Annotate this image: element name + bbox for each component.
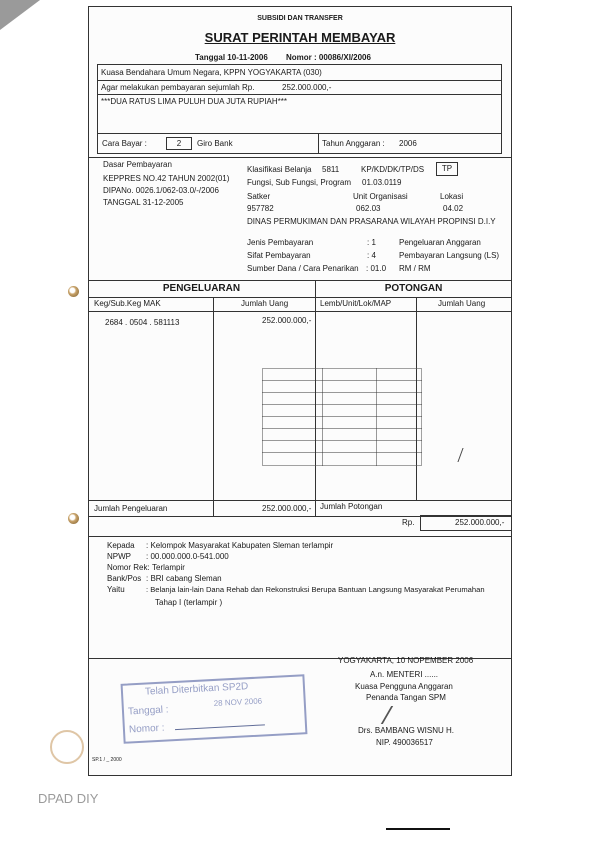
sumber-value: : 01.0: [366, 264, 387, 273]
jumlah-potongan-label: Jumlah Potongan: [320, 502, 383, 511]
dpad-logo-icon: [50, 730, 84, 764]
footer-code: SP.1 / _ 2000: [92, 757, 122, 763]
col-lemb: Lemb/Unit/Lok/MAP: [320, 299, 392, 308]
lokasi-label: Lokasi: [440, 192, 464, 201]
dasar-line-2: DIPANo. 0026.1/062-03.0/-/2006: [103, 186, 219, 195]
fungsi-value: 01.03.0119: [362, 178, 402, 187]
cara-bayar-row: [97, 134, 502, 154]
jumlah-pengeluaran-label: Jumlah Pengeluaran: [94, 504, 168, 513]
jenis-value: : 1: [367, 238, 376, 247]
kepada-value-4: : Belanja lain-lain Dana Rehab dan Rekonstruksi Berupa Bantuan Langsung Masyarakat Perumahan: [146, 585, 485, 594]
kepada-label-2: Nomor Rek:: [107, 563, 150, 572]
terbilang: ***DUA RATUS LIMA PULUH DUA JUTA RUPIAH***: [101, 97, 287, 106]
stamp-line-1: Telah Diterbitkan SP2D: [144, 681, 249, 698]
satker-label: Satker: [247, 192, 271, 201]
kepada-value-3: : BRI cabang Sleman: [146, 574, 222, 583]
col-jumlah-2: Jumlah Uang: [438, 299, 486, 308]
nomor: Nomor : 00086/XI/2006: [286, 53, 371, 62]
tahun-anggaran-value: 2006: [399, 139, 417, 148]
folded-corner: [0, 0, 40, 30]
row-amount: 252.000.000,-: [262, 316, 312, 325]
sp2d-stamp: [121, 674, 308, 744]
role-2: Penanda Tangan SPM: [366, 693, 446, 702]
kepada-value-1: : 00.000.000.0-541.000: [146, 552, 229, 561]
stamp-date: 28 NOV 2006: [213, 696, 263, 709]
kepada-label-4: Yaitu: [107, 585, 125, 594]
kuasa-text: Kuasa Bendahara Umum Negara, KPPN YOGYAKARTA (030): [101, 68, 322, 77]
klasifikasi-tp: TP: [436, 162, 458, 176]
signer-nip: NIP. 490036517: [376, 738, 433, 747]
jenis-label: Jenis Pembayaran: [247, 238, 314, 247]
punch-hole-top: [68, 286, 79, 297]
kepada-value-0: : Kelompok Masyarakat Kabupaten Sleman terlampir: [146, 541, 334, 550]
watermark: DPAD DIY: [38, 791, 99, 806]
bottom-mark: [386, 828, 450, 830]
cara-bayar-label: Cara Bayar :: [102, 139, 147, 148]
punch-hole-bottom: [68, 513, 79, 524]
form-subtitle: SUBSIDI DAN TRANSFER: [257, 15, 343, 22]
sumber-desc: RM / RM: [399, 264, 431, 273]
dinas-name: DINAS PERMUKIMAN DAN PRASARANA WILAYAH PROPINSI D.I.Y: [247, 217, 496, 226]
lokasi-value: 04.02: [443, 204, 464, 213]
satker-value: 957782: [247, 204, 274, 213]
place-date: YOGYAKARTA, 10 NOPEMBER 2006: [338, 656, 474, 665]
klasifikasi-code: 5811: [322, 165, 340, 174]
kepada-continuation: Tahap I (terlampir ): [155, 598, 223, 607]
cara-bayar-value: Giro Bank: [197, 139, 233, 148]
form-title: SURAT PERINTAH MEMBAYAR: [204, 30, 396, 45]
tanggal: Tanggal 10-11-2006: [195, 53, 268, 62]
sifat-label: Sifat Pembayaran: [247, 251, 311, 260]
unit-value: 062.03: [356, 204, 381, 213]
kepada-value-2: Terlampir: [152, 563, 185, 572]
dasar-label: Dasar Pembayaran: [103, 160, 172, 169]
rp-label: Rp.: [402, 518, 415, 527]
col-keg: Keg/Sub.Keg MAK: [94, 299, 161, 308]
jumlah-pengeluaran-value: 252.000.000,-: [262, 504, 312, 513]
pengeluaran-header: PENGELUARAN: [162, 283, 241, 294]
klasifikasi-label: Klasifikasi Belanja: [247, 165, 312, 174]
fungsi-label: Fungsi, Sub Fungsi, Program: [247, 178, 352, 187]
stamp-line-2: Tanggal :: [127, 704, 169, 718]
sumber-label: Sumber Dana / Cara Penarikan: [247, 264, 359, 273]
jenis-desc: Pengeluaran Anggaran: [399, 238, 481, 247]
tahun-anggaran-label: Tahun Anggaran :: [322, 139, 385, 148]
signer-name: Drs. BAMBANG WISNU H.: [358, 726, 455, 735]
kepada-label-3: Bank/Pos: [107, 574, 142, 583]
agar-amount: 252.000.000,-: [282, 83, 332, 92]
sifat-desc: Pembayaran Langsung (LS): [399, 251, 500, 260]
dasar-line-3: TANGGAL 31-12-2005: [103, 198, 184, 207]
stamp-line-3: Nomor :: [128, 722, 165, 736]
kepada-label-1: NPWP: [107, 552, 131, 561]
role-1: Kuasa Pengguna Anggaran: [355, 682, 453, 691]
klasifikasi-kp: KP/KD/DK/TP/DS: [361, 165, 425, 174]
stamp-handwriting: [175, 724, 265, 730]
agar-label: Agar melakukan pembayaran sejumlah Rp.: [101, 83, 255, 92]
row-code: 2684 . 0504 . 581113: [105, 318, 180, 327]
sifat-value: : 4: [367, 251, 376, 260]
cara-bayar-code: 2: [166, 137, 192, 150]
rp-value: 252.000.000,-: [455, 518, 505, 527]
unit-label: Unit Organisasi: [353, 192, 408, 201]
an-menteri: A.n. MENTERI ......: [370, 670, 439, 679]
potongan-header: POTONGAN: [384, 283, 443, 294]
dasar-line-1: KEPPRES NO.42 TAHUN 2002(01): [103, 174, 230, 183]
kepada-label-0: Kepada: [107, 541, 135, 550]
col-jumlah: Jumlah Uang: [241, 299, 289, 308]
